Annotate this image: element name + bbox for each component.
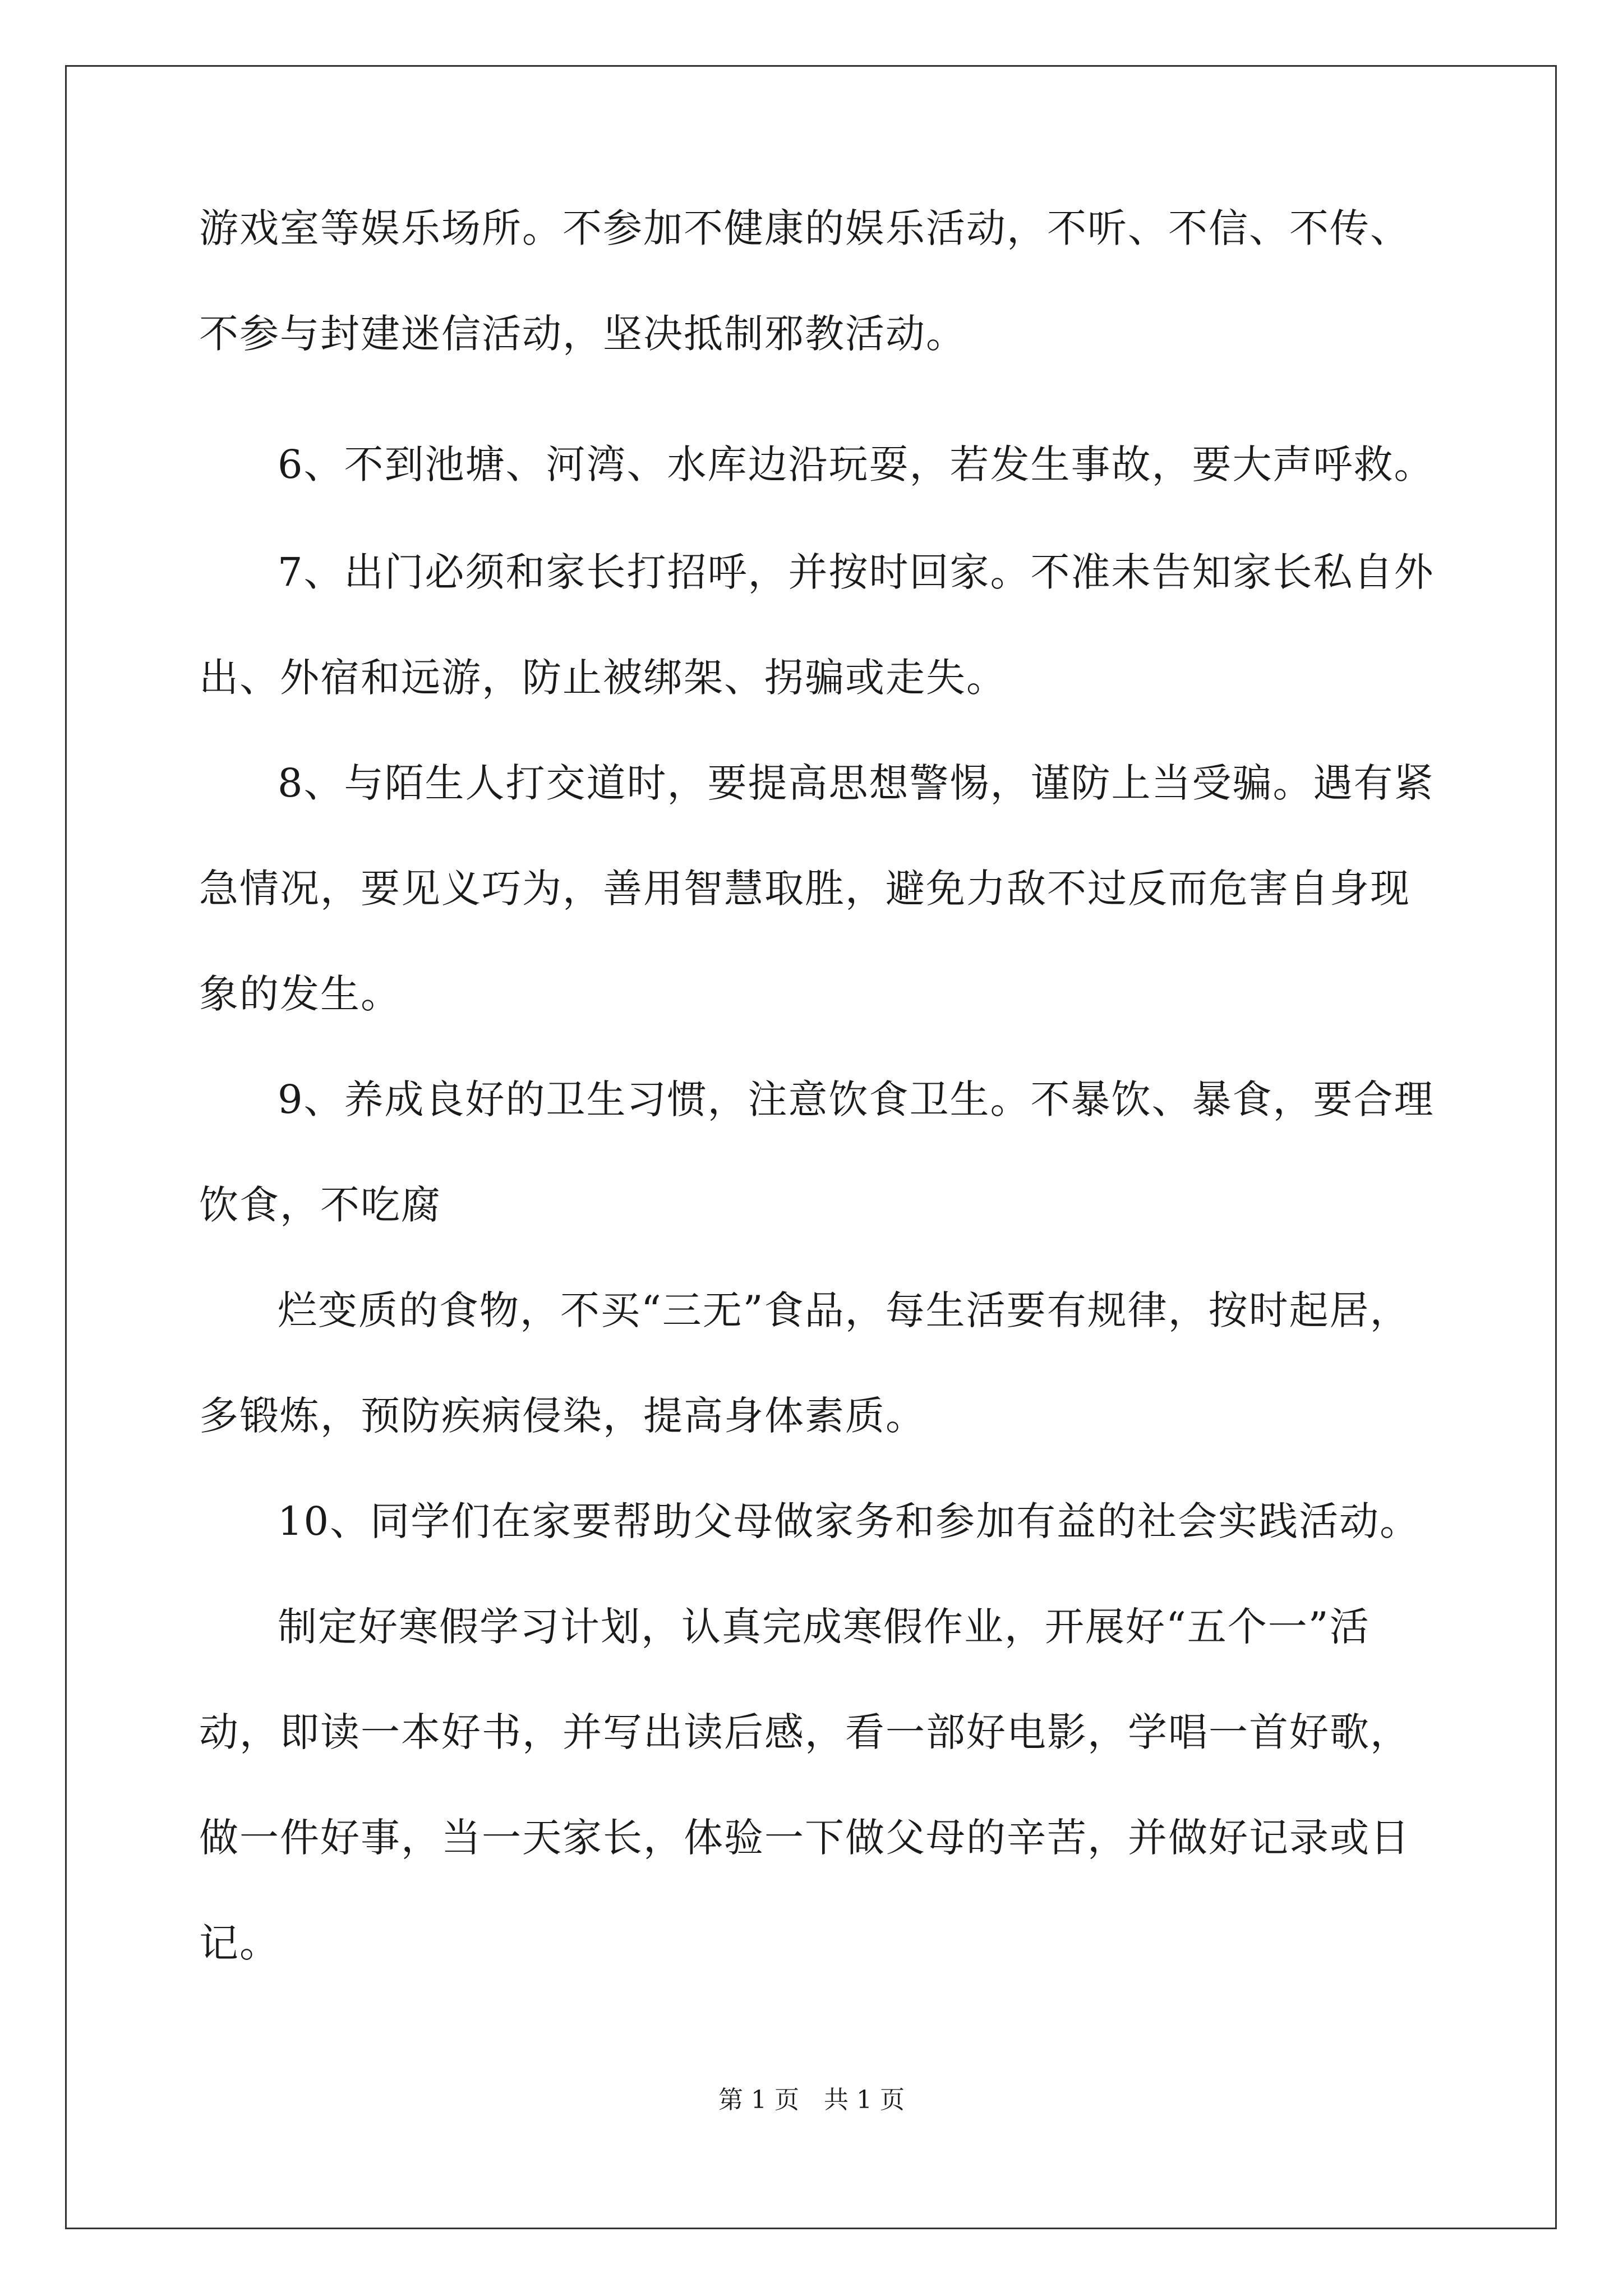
text-line: 9、养成良好的卫生习惯，注意饮食卫生。不暴饮、暴食，要合理	[278, 1076, 1435, 1122]
text-line: 游戏室等娱乐场所。不参加不健康的娱乐活动，不听、不信、不传、	[199, 205, 1410, 251]
text-line: 急情况，要见义巧为，善用智慧取胜，避免力敌不过反而危害自身现	[199, 866, 1410, 912]
text-line: 不参与封建迷信活动，坚决抵制邪教活动。	[199, 311, 966, 357]
text-line: 记。	[199, 1920, 280, 1966]
text-line: 6、不到池塘、河湾、水库边沿玩耍，若发生事故，要大声呼救。	[278, 441, 1435, 487]
text-line: 做一件好事，当一天家长，体验一下做父母的辛苦，并做好记录或日	[199, 1815, 1410, 1861]
text-line: 8、与陌生人打交道时，要提高思想警惕，谨防上当受骗。遇有紧	[278, 760, 1435, 806]
page-number: 第 1 页 共 1 页	[718, 2086, 905, 2114]
text-line: 烂变质的食物，不买“三无”食品，每生活要有规律，按时起居，	[278, 1287, 1410, 1333]
text-line: 多锻炼，预防疾病侵染，提高身体素质。	[199, 1393, 926, 1439]
text-line: 7、出门必须和家长打招呼，并按时回家。不准未告知家长私自外	[278, 549, 1435, 595]
text-line: 动，即读一本好书，并写出读后感，看一部好电影，学唱一首好歌，	[199, 1709, 1410, 1755]
text-line: 饮食，不吃腐	[199, 1182, 441, 1228]
page-frame	[65, 65, 1557, 2229]
text-line: 象的发生。	[199, 971, 401, 1017]
text-line: 制定好寒假学习计划，认真完成寒假作业，开展好“五个一”活	[278, 1604, 1370, 1650]
text-line: 出、外宿和远游，防止被绑架、拐骗或走失。	[199, 655, 1007, 701]
text-line: 10、同学们在家要帮助父母做家务和参加有益的社会实践活动。	[278, 1498, 1421, 1544]
